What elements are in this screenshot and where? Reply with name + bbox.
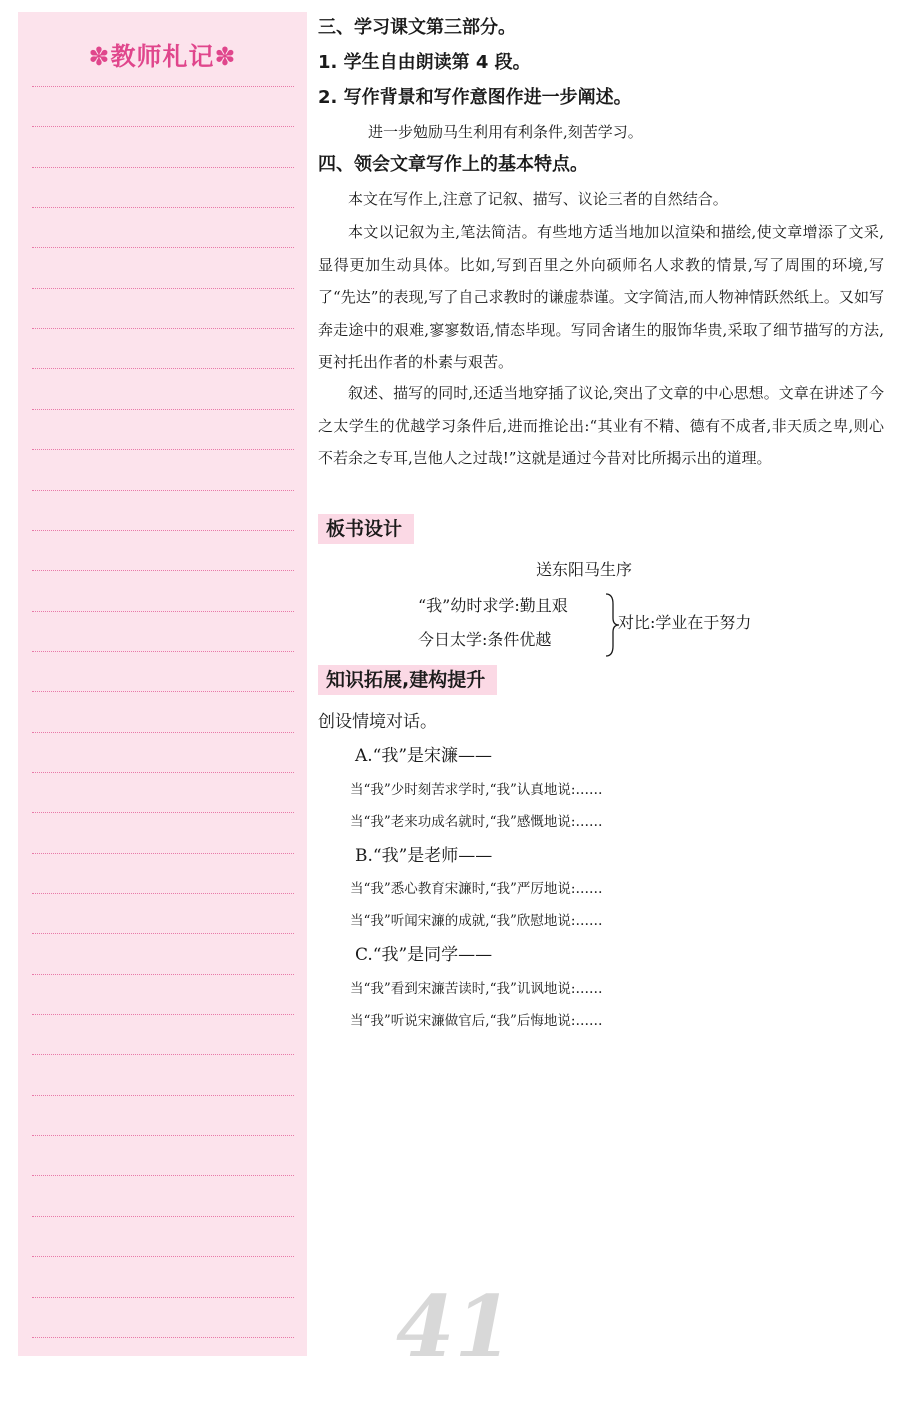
note-line (32, 1337, 294, 1338)
note-line (32, 86, 294, 87)
main-content (318, 0, 888, 1404)
note-line (32, 1175, 294, 1176)
option-c-line-1: 当“我”看到宋濂苦读时,“我”讥讽地说:…… (350, 981, 603, 997)
part3-question-2: 2. 写作背景和写作意图作进一步阐述。 (318, 87, 632, 108)
part3-answer-2: 进一步勉励马生利用有利条件,刻苦学习。 (368, 123, 643, 141)
note-line (32, 853, 294, 854)
note-line (32, 288, 294, 289)
note-line (32, 449, 294, 450)
option-a-line-1: 当“我”少时刻苦求学时,“我”认真地说:…… (350, 782, 603, 798)
note-line (32, 570, 294, 571)
note-line (32, 1095, 294, 1096)
note-line (32, 812, 294, 813)
note-line (32, 409, 294, 410)
extension-intro: 创设情境对话。 (318, 712, 437, 732)
part3-question-1: 1. 学生自由朗读第 4 段。 (318, 52, 531, 73)
board-line-2: 今日太学:条件优越 (418, 630, 552, 649)
part4-paragraph-2: 本文以记叙为主,笔法简洁。有些地方适当地加以渲染和描绘,使文章增添了文采,显得更加生动具体。比如,写到百里之外向硕师名人求教的情景,写了周围的环境,写了“先达”的表现,写了自己求教时的谦虚恭谨。文字简洁,而人物神情跃然纸上。又如写奔走途中的艰难,寥寥数语,情态毕现。写同舍诸生的服饰华贵,采取了细节描写的方法,更衬托出作者的朴素与艰苦。 (318, 223, 884, 371)
note-line (32, 933, 294, 934)
board-contrast: 对比:学业在于努力 (618, 613, 752, 632)
note-line (32, 732, 294, 733)
part3-heading: 三、学习课文第三部分。 (318, 17, 516, 38)
board-line-1: “我”幼时求学:勤且艰 (418, 596, 568, 615)
option-c-head: C.“我”是同学—— (355, 945, 493, 965)
note-line (32, 368, 294, 369)
board-title: 送东阳马生序 (536, 560, 633, 579)
note-line (32, 651, 294, 652)
page-number: 41 (396, 1277, 513, 1376)
note-line (32, 207, 294, 208)
note-line (32, 1297, 294, 1298)
note-line (32, 1256, 294, 1257)
note-line (32, 1216, 294, 1217)
option-a-line-2: 当“我”老来功成名就时,“我”感慨地说:…… (350, 814, 603, 830)
note-line (32, 893, 294, 894)
note-line (32, 328, 294, 329)
part4-paragraph-1: 本文在写作上,注意了记叙、描写、议论三者的自然结合。 (348, 190, 728, 208)
extension-tag: 知识拓展,建构提升 (318, 665, 497, 695)
option-b-line-2: 当“我”听闻宋濂的成就,“我”欣慰地说:…… (350, 913, 603, 929)
note-line (32, 490, 294, 491)
note-line (32, 247, 294, 248)
note-line (32, 1135, 294, 1136)
sidebar-title: ✽教师札记✽ (88, 42, 237, 71)
note-line (32, 1014, 294, 1015)
option-b-line-1: 当“我”悉心教育宋濂时,“我”严厉地说:…… (350, 881, 603, 897)
note-line (32, 167, 294, 168)
board-design-tag: 板书设计 (318, 514, 414, 544)
note-line (32, 1054, 294, 1055)
part4-heading: 四、领会文章写作上的基本特点。 (318, 154, 588, 175)
note-line (32, 611, 294, 612)
note-line (32, 530, 294, 531)
part4-paragraph-3: 叙述、描写的同时,还适当地穿插了议论,突出了文章的中心思想。文章在讲述了今之太学生的优越学习条件后,进而推论出:“其业有不精、德有不成者,非天质之卑,则心不若余之专耳,岂他人之过哉!”这就是通过今昔对比所揭示出的道理。 (318, 384, 884, 467)
note-line (32, 974, 294, 975)
note-line (32, 691, 294, 692)
option-b-head: B.“我”是老师—— (355, 846, 493, 866)
option-a-head: A.“我”是宋濂—— (355, 746, 493, 766)
note-line (32, 126, 294, 127)
teacher-notes-sidebar (18, 12, 307, 1356)
note-line (32, 772, 294, 773)
option-c-line-2: 当“我”听说宋濂做官后,“我”后悔地说:…… (350, 1013, 603, 1029)
